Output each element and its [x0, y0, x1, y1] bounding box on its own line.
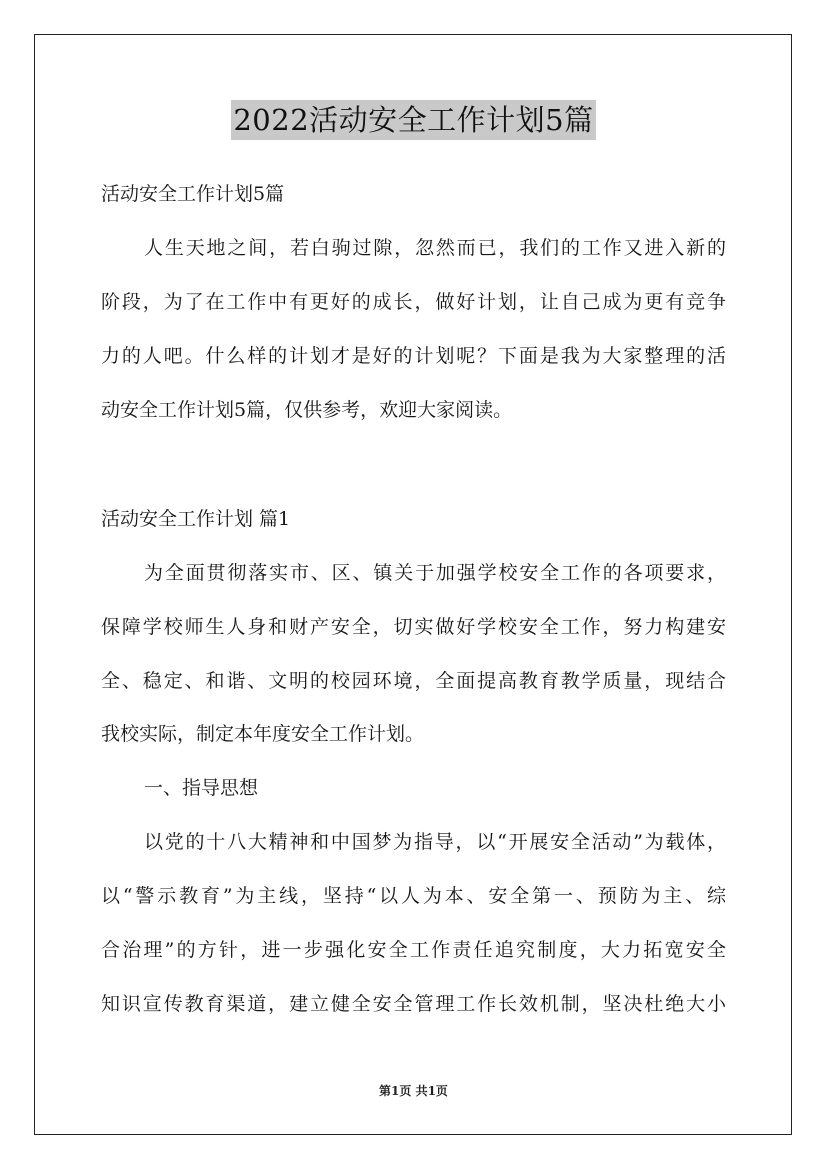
section-para1-line-2: 保障学校师生人身和财产安全，切实做好学校安全工作，努力构建安: [101, 616, 726, 638]
section-para2-line-1: 以党的十八大精神和中国梦为指导，以“开展安全活动”为载体，: [144, 831, 726, 853]
section-para2-line-2: 以“警示教育”为主线，坚持“以人为本、安全第一、预防为主、综: [101, 885, 726, 907]
section-para2-line-4: 知识宣传教育渠道，建立健全安全管理工作长效机制，坚决杜绝大小: [101, 993, 726, 1015]
page-footer: 第1页 共1页: [379, 1084, 448, 1098]
section-para1-line-3: 全、稳定、和谐、文明的校园环境，全面提高教育教学质量，现结合: [101, 670, 726, 692]
section-heading: 活动安全工作计划 篇1: [101, 508, 291, 530]
section-para1-line-1: 为全面贯彻落实市、区、镇关于加强学校安全工作的各项要求，: [144, 562, 726, 584]
intro-line-2: 阶段，为了在工作中有更好的成长，做好计划，让自己成为更有竞争: [101, 291, 726, 313]
intro-line-1: 人生天地之间，若白驹过隙，忽然而已，我们的工作又进入新的: [144, 237, 726, 259]
title-container: [0, 100, 827, 140]
section-para1-line-4: 我校实际，制定本年度安全工作计划。: [101, 723, 425, 745]
document-title: 2022活动安全工作计划5篇: [231, 100, 595, 140]
subheading-guiding-ideology: 一、指导思想: [144, 777, 259, 799]
intro-line-4: 动安全工作计划5篇，仅供参考，欢迎大家阅读。: [101, 399, 513, 421]
section-para2-line-3: 合治理”的方针，进一步强化安全工作责任追究制度，大力拓宽安全: [101, 939, 726, 961]
document-subtitle: 活动安全工作计划5篇: [101, 183, 285, 205]
intro-line-3: 力的人吧。什么样的计划才是好的计划呢？下面是我为大家整理的活: [101, 345, 726, 367]
